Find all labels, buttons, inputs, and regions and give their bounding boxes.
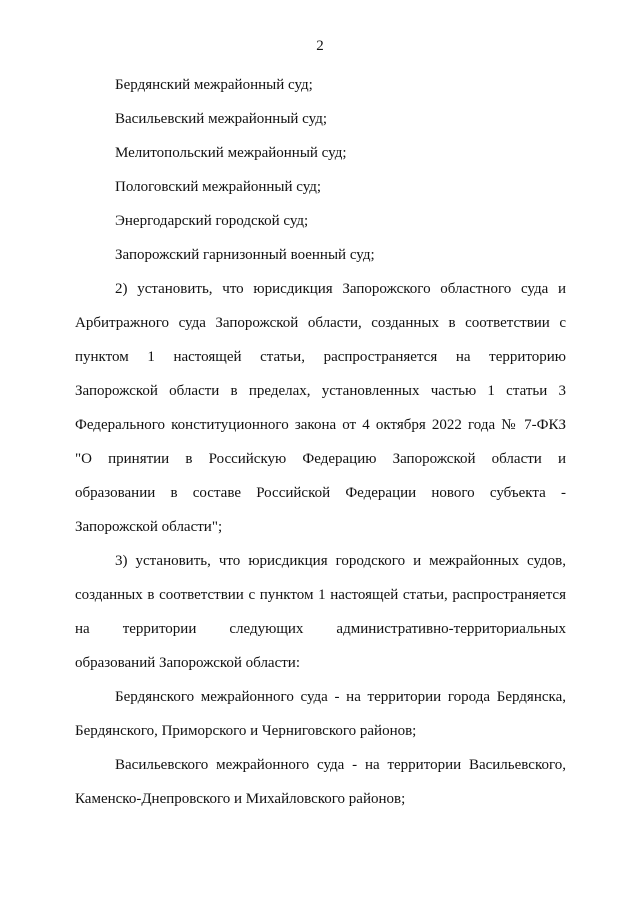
text-line: Васильевский межрайонный суд; (115, 111, 327, 127)
text-line: Каменско-Днепровского и Михайловского районов; (75, 791, 406, 807)
text-line: пунктом 1 настоящей статьи, распространяется на территорию (75, 349, 566, 365)
page-number: 2 (316, 38, 324, 54)
document-body (75, 68, 566, 816)
text-line: Запорожской области в пределах, установленных частью 1 статьи 3 (75, 383, 566, 399)
text-line: 3) установить, что юрисдикция городского и межрайонных судов, (115, 553, 566, 569)
text-line: "О принятии в Российскую Федерацию Запорожской области и (75, 451, 566, 467)
text-line: Бердянского, Приморского и Черниговского районов; (75, 723, 417, 739)
text-line: образовании в составе Российской Федерации нового субъекта - (75, 485, 566, 501)
text-line: Запорожской области"; (75, 519, 223, 535)
text-line: образований Запорожской области: (75, 655, 300, 671)
text-line: созданных в соответствии с пунктом 1 настоящей статьи, распространяется (75, 587, 566, 603)
text-line: Арбитражного суда Запорожской области, созданных в соответствии с (75, 315, 566, 331)
text-line: Энергодарский городской суд; (115, 213, 309, 229)
text-line: 2) установить, что юрисдикция Запорожского областного суда и (115, 281, 566, 297)
text-line: Федерального конституционного закона от 4 октября 2022 года № 7-ФКЗ (75, 417, 566, 433)
text-line: на территории следующих административно-территориальных (75, 621, 566, 637)
text-line: Запорожский гарнизонный военный суд; (115, 247, 375, 263)
text-line: Васильевского межрайонного суда - на территории Васильевского, (115, 757, 566, 773)
text-line: Мелитопольский межрайонный суд; (115, 145, 347, 161)
text-line: Бердянский межрайонный суд; (115, 77, 313, 93)
text-line: Бердянского межрайонного суда - на территории города Бердянска, (115, 689, 566, 705)
text-line: Пологовский межрайонный суд; (115, 179, 322, 195)
